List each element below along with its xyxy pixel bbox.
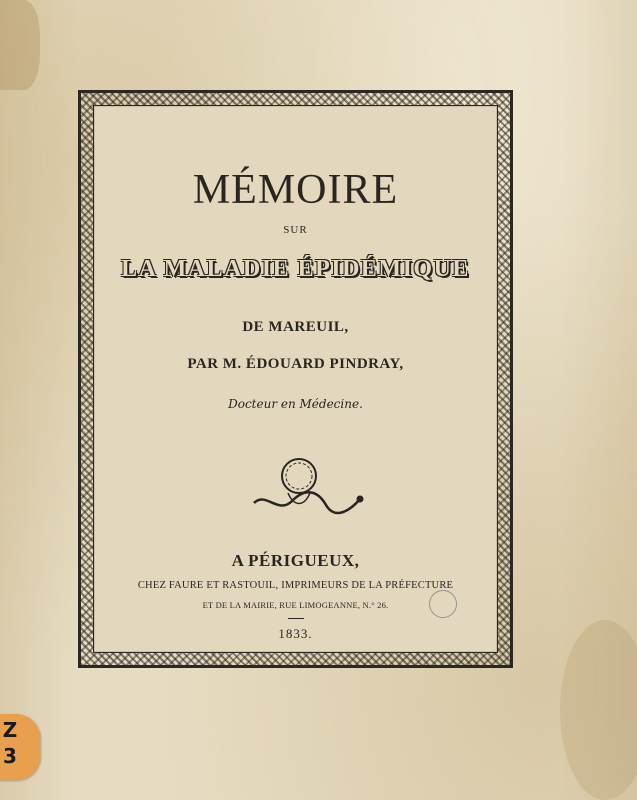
ornamental-border xyxy=(78,90,513,668)
document-title: MÉMOIRE xyxy=(192,167,399,213)
publication-year: 1833. xyxy=(278,626,313,641)
imprint-city: A PÉRIGUEUX, xyxy=(231,551,360,570)
divider-rule xyxy=(288,618,304,619)
document-author: PAR M. ÉDOUARD PINDRAY, xyxy=(187,356,404,372)
imprint-printer: CHEZ FAURE ET RASTOUIL, IMPRIMEURS DE LA PRÉFECTURE xyxy=(137,580,454,591)
shelf-mark-line1: Z xyxy=(2,718,18,742)
paper-stain xyxy=(560,620,637,800)
wreath-serpent-vignette-icon xyxy=(244,451,374,521)
document-place: DE MAREUIL, xyxy=(242,319,349,335)
imprint-address: ET DE LA MAIRIE, RUE LIMOGEANNE, N.° 26. xyxy=(202,600,389,610)
title-connector: SUR xyxy=(283,224,308,236)
title-page-panel xyxy=(93,105,498,653)
shelf-mark-label xyxy=(0,714,40,780)
document-subject: LA MALADIE ÉPIDÉMIQUE xyxy=(121,256,470,282)
paper-stain xyxy=(0,0,40,90)
shelf-mark-line2: 3 xyxy=(3,744,17,768)
author-title: Docteur en Médecine. xyxy=(228,397,363,411)
